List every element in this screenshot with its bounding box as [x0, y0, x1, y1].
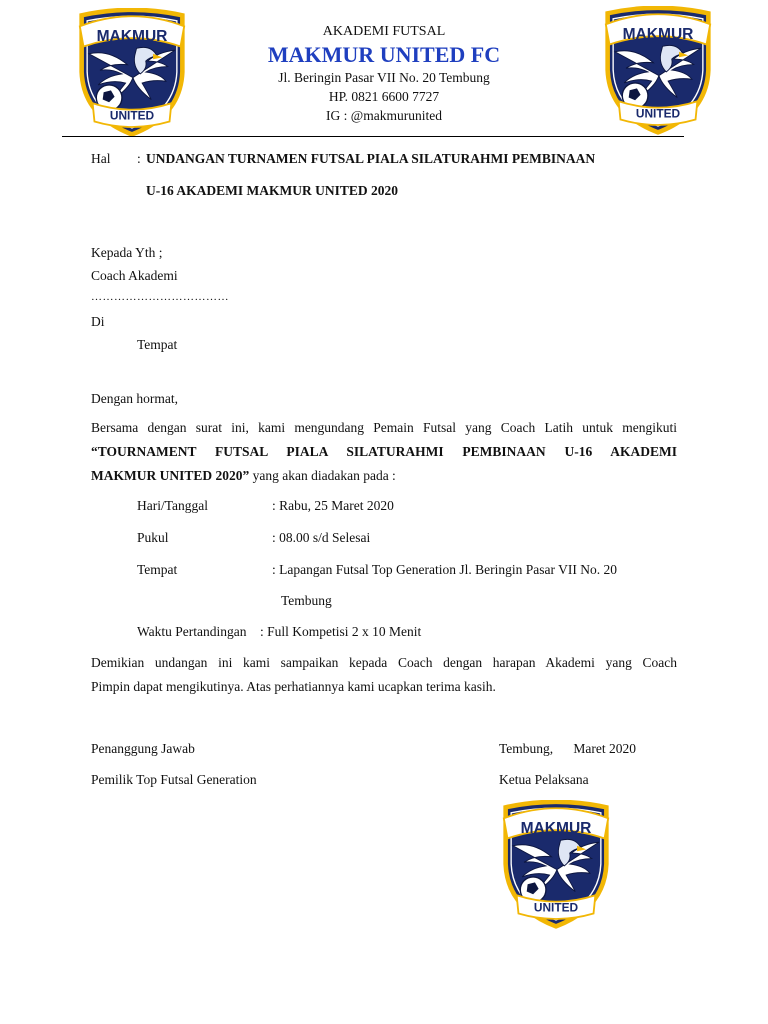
- paragraph-1-line-3: [91, 468, 396, 484]
- recipient-dots: ………………………………: [91, 291, 229, 303]
- logo-top-text: MAKMUR: [520, 819, 592, 837]
- detail-label: Tempat: [137, 562, 178, 577]
- logo-bottom-text: UNITED: [109, 108, 155, 123]
- logo-top-text: MAKMUR: [622, 25, 694, 43]
- signature-left-role: Pemilik Top Futsal Generation: [91, 772, 257, 787]
- logo-top-text: MAKMUR: [96, 27, 168, 45]
- address-line: Jl. Beringin Pasar VII No. 20 Tembung: [278, 70, 490, 85]
- logo-bottom-text: UNITED: [635, 106, 681, 121]
- recipient-name: Coach Akademi: [91, 268, 178, 283]
- signature-right-date: Tembung, Maret 2020: [499, 741, 637, 756]
- detail-label: Waktu Pertandingan: [137, 624, 247, 639]
- recipient-di: Di: [91, 314, 105, 329]
- logo-right: [590, 6, 726, 136]
- salutation: Dengan hormat,: [91, 391, 178, 406]
- detail-value: : Lapangan Futsal Top Generation Jl. Beringin Pasar VII No. 20: [272, 562, 617, 577]
- instagram-line: IG : @makmurunited: [326, 108, 442, 123]
- club-crest-icon: [488, 800, 624, 930]
- detail-value: : 08.00 s/d Selesai: [272, 530, 371, 545]
- detail-value: : Rabu, 25 Maret 2020: [272, 498, 394, 513]
- paragraph-1-line-2: “TOURNAMENT FUTSAL PIALA SILATURAHMI PEMBINAAN U-16 AKADEMI: [91, 444, 677, 459]
- club-name: MAKMUR UNITED FC: [267, 42, 501, 67]
- paragraph-1-line-1: Bersama dengan surat ini, kami mengundang Pemain Futsal yang Coach Latih untuk mengikuti: [91, 420, 677, 435]
- logo-signature: [488, 800, 624, 930]
- logo-left: [64, 8, 200, 138]
- subject-line-1: UNDANGAN TURNAMEN FUTSAL PIALA SILATURAHMI PEMBINAAN: [146, 151, 596, 166]
- subject-colon: :: [137, 151, 141, 166]
- org-line: AKADEMI FUTSAL: [322, 24, 446, 39]
- detail-label: Pukul: [137, 530, 169, 545]
- header-divider: [62, 136, 684, 137]
- paragraph-2-line-1: Demikian undangan ini kami sampaikan kepada Coach dengan harapan Akademi yang Coach: [91, 655, 677, 670]
- phone-line: HP. 0821 6600 7727: [328, 89, 440, 104]
- club-crest-icon: [590, 6, 726, 136]
- detail-label: Hari/Tanggal: [137, 498, 209, 513]
- subject-label: Hal: [91, 151, 111, 166]
- recipient-place: Tempat: [137, 337, 178, 352]
- paragraph-1-line-3-rest: yang akan diadakan pada :: [249, 468, 396, 483]
- recipient-greeting: Kepada Yth ;: [91, 245, 163, 260]
- signature-left-title: Penanggung Jawab: [91, 741, 195, 756]
- logo-bottom-text: UNITED: [533, 900, 579, 915]
- detail-value-continuation: Tembung: [281, 593, 332, 608]
- subject-line-2: U-16 AKADEMI MAKMUR UNITED 2020: [146, 183, 398, 198]
- paragraph-2-line-2: Pimpin dapat mengikutinya. Atas perhatiannya kami ucapkan terima kasih.: [91, 679, 496, 694]
- club-crest-icon: [64, 8, 200, 138]
- detail-value: : Full Kompetisi 2 x 10 Menit: [260, 624, 422, 639]
- signature-right-role: Ketua Pelaksana: [499, 772, 589, 787]
- letterhead: [200, 22, 568, 125]
- event-name-end: MAKMUR UNITED 2020”: [91, 468, 250, 483]
